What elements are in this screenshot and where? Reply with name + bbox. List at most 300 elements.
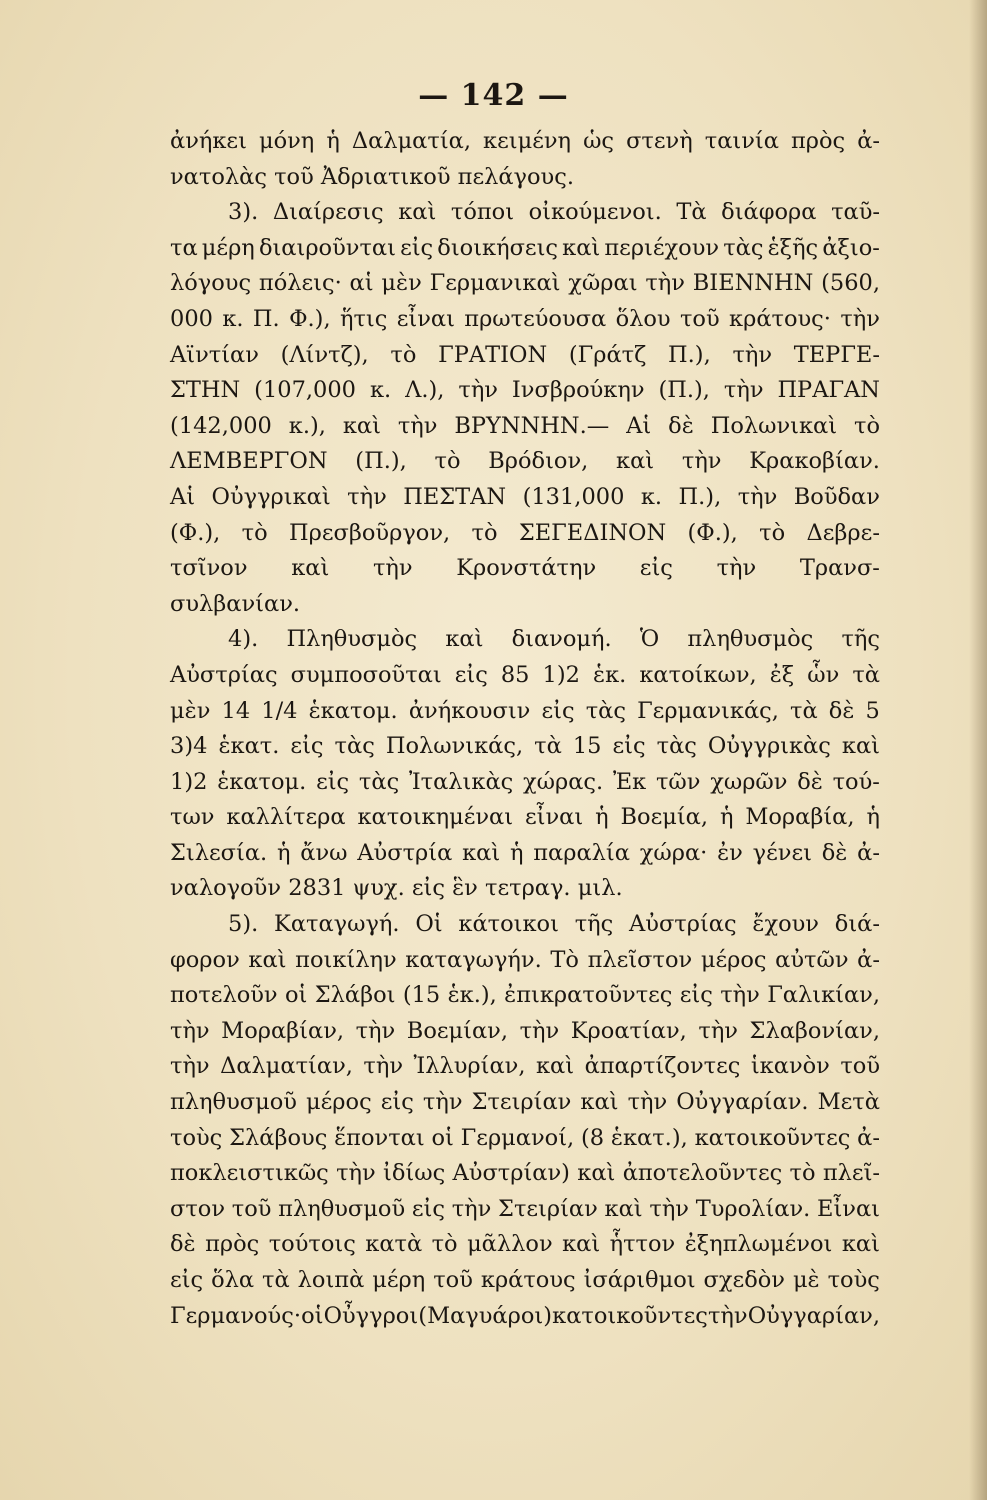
word: Καταγωγή.	[274, 911, 400, 938]
word: τσῖνον	[170, 555, 248, 582]
text-line	[170, 235, 880, 271]
word: καταγωγήν.	[405, 946, 542, 973]
word: (8	[581, 1124, 605, 1151]
word: Πολωνικάς,	[385, 733, 524, 760]
word: ΒΡΥΝΝΗΝ.—	[454, 412, 610, 439]
text-line	[170, 1231, 880, 1267]
word: τὰς	[334, 733, 375, 760]
word: τὴν	[681, 448, 722, 475]
word: πόλεις·	[258, 270, 342, 297]
word: ἡ	[719, 804, 734, 831]
word: εἰς	[316, 768, 350, 795]
word: κατοίκων,	[639, 661, 757, 688]
word: μόνη	[258, 128, 315, 154]
word: στενὴ	[626, 128, 693, 154]
word: Γερμανικαὶ	[429, 270, 561, 297]
word: τὴν	[649, 1195, 689, 1222]
word: εἰς	[454, 661, 488, 688]
word: (Φ.),	[170, 519, 221, 546]
word: Αὐστρίας	[170, 661, 278, 688]
text-line	[170, 413, 880, 449]
word: μιλ.	[577, 875, 623, 902]
word: ἑκατ.),	[610, 1124, 688, 1151]
word: κ.	[369, 377, 392, 404]
word: ἡ	[276, 839, 291, 866]
word: τὰ	[790, 697, 818, 724]
word: Τὸ	[550, 946, 579, 973]
word: τὴν	[627, 1089, 668, 1116]
word: Πρεσβοῦργον,	[289, 519, 451, 546]
word: ΒΙΕΝΝΗΝ	[692, 270, 814, 297]
word: τὴν	[707, 1302, 748, 1329]
word: 5).	[228, 911, 259, 938]
word: μέρη	[372, 1267, 426, 1293]
word: ἀ-	[857, 946, 880, 973]
text-line	[170, 1125, 880, 1161]
word: τὸ	[789, 1160, 816, 1187]
word: ὅλου	[615, 305, 671, 332]
word: Σλαβονίαν,	[749, 1017, 880, 1044]
word: τόποι	[450, 199, 515, 226]
word: ἀξιο-	[822, 234, 880, 261]
word: καὶ	[248, 946, 287, 973]
word: Αὐστρίας	[629, 911, 737, 938]
word: τὴν	[336, 1160, 376, 1187]
word: 2831	[288, 875, 353, 902]
word: Εἶναι	[817, 1195, 880, 1222]
word: ἐπικρατοῦντες	[504, 982, 673, 1009]
word: οἰκούμενοι.	[528, 199, 662, 226]
word: χῶραι	[568, 270, 638, 297]
word: ἧττον	[609, 1231, 676, 1258]
word: κράτους·	[729, 305, 831, 332]
word: στον	[170, 1195, 226, 1222]
word: ἑκατ.	[218, 733, 280, 760]
word: Πληθυσμὸς	[286, 626, 418, 653]
word: εἰς	[411, 1195, 445, 1222]
word: 14	[221, 697, 251, 724]
text-line	[170, 164, 880, 200]
word: τὸ	[390, 341, 417, 368]
word: τὰς	[358, 768, 400, 795]
word: καὶ	[604, 1195, 643, 1222]
word: ἑκ.),	[447, 982, 497, 1009]
word: 1)2	[542, 661, 580, 688]
word: αἱ	[349, 270, 374, 297]
word: τὴν	[422, 1089, 463, 1116]
word: τὴν	[698, 1017, 738, 1044]
word: ἐν	[717, 839, 743, 866]
word: Κρακοβίαν.	[749, 448, 880, 475]
word: Σιλεσία.	[170, 839, 268, 866]
word: 3)4	[170, 733, 208, 760]
text-line	[170, 662, 880, 698]
word: φορον	[170, 946, 240, 973]
word: τὰς	[723, 234, 764, 261]
word: εἶναι	[396, 305, 455, 332]
word: τὴν	[170, 1017, 210, 1044]
word: τὰ	[262, 1267, 290, 1293]
word: 000	[170, 305, 213, 332]
word: κατοικημέναι	[357, 804, 514, 831]
word: πληθυσμοῦ	[278, 1195, 406, 1222]
word: τοῦ	[679, 305, 720, 332]
word: ποτελοῦν	[170, 982, 278, 1009]
text-line	[170, 626, 880, 662]
word: τὴν	[397, 412, 438, 439]
word: καὶ	[342, 412, 381, 439]
word: ἓν	[452, 875, 486, 902]
word: Κροατίαν,	[570, 1017, 687, 1044]
word: διαιροῦνται	[258, 234, 396, 261]
text-line	[170, 911, 880, 947]
word: οἱ	[301, 1302, 324, 1329]
word: ΛΕΜΒΕΡΓΟΝ	[170, 448, 328, 475]
word: Πολωνικαὶ	[710, 412, 838, 439]
word: (Π.),	[355, 448, 407, 475]
word: χώρα·	[639, 839, 708, 866]
text-line	[170, 982, 880, 1018]
word: καὶ	[841, 733, 880, 760]
word: 1/4	[261, 697, 298, 724]
word: Μετὰ	[817, 1089, 880, 1116]
word: (142,000	[170, 412, 272, 439]
word: Οὐγγρικὰς	[707, 733, 831, 760]
word: ἱκανὸν	[750, 1053, 830, 1080]
word: Οὐγγαρίαν.	[676, 1089, 809, 1116]
word: ἔχουν	[752, 911, 819, 938]
word: τὸ	[431, 1231, 458, 1258]
word: Δαλματίαν,	[220, 1053, 353, 1080]
word: Τρανσ-	[799, 555, 880, 582]
word: τούτοις	[268, 1231, 356, 1258]
word: συλβανίαν.	[170, 590, 301, 617]
word: τοῦ	[840, 1053, 880, 1080]
word: (107,000	[254, 377, 356, 404]
word: Αὐστρίαν)	[452, 1160, 570, 1187]
word: ἑκατομ.	[217, 768, 307, 795]
word: ποκλειστικῶς	[170, 1160, 329, 1187]
word: τὴν	[355, 1017, 396, 1044]
word: ἡ	[509, 839, 524, 866]
text-line	[170, 1018, 880, 1054]
word: (Φ.),	[687, 519, 738, 546]
word: εἶναι	[524, 804, 584, 831]
word: τὰ	[852, 661, 880, 688]
word: ὧν	[807, 661, 840, 688]
word: Γερμανούς·	[170, 1302, 301, 1329]
word: καὶ	[562, 1231, 601, 1258]
word: τὰς	[656, 733, 697, 760]
text-line	[170, 1303, 880, 1339]
word: Τὰ	[676, 199, 707, 226]
word: Ἐκ	[612, 768, 647, 795]
text-line	[170, 1196, 880, 1232]
word: τα	[170, 234, 198, 261]
text-line	[170, 1053, 880, 1089]
word: Κρονστάτην	[456, 555, 597, 582]
word: καὶ	[562, 234, 601, 261]
word: ἰσάριθμοι	[583, 1267, 696, 1293]
word: συμποσοῦται	[290, 661, 442, 688]
word: Π.),	[668, 341, 711, 368]
word: ἑκ.	[593, 661, 627, 688]
word: Αϊντίαν	[170, 341, 259, 368]
word: ὡς	[583, 128, 615, 154]
word: τὸ	[759, 519, 786, 546]
word: κειμένη	[483, 128, 572, 154]
word: (Γράτζ	[568, 341, 647, 368]
word: Γαλικίαν,	[767, 982, 880, 1009]
word: 5	[865, 697, 880, 724]
word: (Μαγυάροι)	[418, 1302, 553, 1329]
word: Δεβρε-	[806, 519, 880, 546]
text-line	[170, 555, 880, 591]
word: 15	[572, 733, 602, 760]
word: ΠΕΣΤΑΝ	[403, 483, 507, 510]
word: πελάγους.	[457, 163, 574, 190]
word: μέρος	[700, 946, 767, 973]
page-edge-shadow	[969, 0, 987, 1500]
word: (15	[402, 982, 441, 1009]
word: ἰδίως	[383, 1160, 446, 1187]
word: εἰς	[679, 982, 713, 1009]
word: ἄνω	[300, 839, 348, 866]
text-line	[170, 342, 880, 378]
word: 4).	[228, 626, 259, 653]
word: τὰ	[534, 733, 562, 760]
text-line	[170, 1160, 880, 1196]
word: μὲν	[381, 270, 422, 297]
word: τὸ	[241, 519, 268, 546]
text-line	[170, 804, 880, 840]
word: διοικήσεις	[437, 234, 559, 261]
word: τὴν	[732, 341, 773, 368]
text-line	[170, 484, 880, 520]
word: Τυρολίαν.	[695, 1195, 811, 1222]
text-line	[170, 520, 880, 556]
word: λόγους	[170, 270, 252, 297]
word: Στειρίαν	[498, 1195, 598, 1222]
word: Βοεμία,	[620, 804, 709, 831]
word: τὴν	[645, 270, 685, 297]
text-line	[170, 840, 880, 876]
word: εἰς	[400, 234, 434, 261]
word: ψυχ.	[352, 875, 412, 902]
word: καὶ	[398, 199, 437, 226]
word: μέρη	[201, 234, 255, 261]
word: τὴν	[519, 1017, 560, 1044]
word: ἀ-	[857, 839, 880, 866]
word: καλλίτερα	[226, 804, 346, 831]
word: διανομή.	[511, 626, 612, 653]
word: διά-	[834, 911, 880, 938]
word: δὲ	[828, 697, 855, 724]
word: (131,000	[522, 483, 625, 510]
word: περιέχουν	[604, 234, 720, 261]
word: δὲ	[797, 768, 823, 795]
word: πληθυσμοῦ	[170, 1089, 297, 1116]
word: τὸ	[854, 412, 880, 439]
word: καὶ	[580, 1089, 619, 1116]
text-line	[170, 698, 880, 734]
word: 85	[500, 661, 530, 688]
word: τῆς	[574, 911, 614, 938]
word: ἥτις	[339, 305, 388, 332]
word: ταινία	[704, 128, 779, 154]
word: τετραγ.	[485, 875, 578, 902]
text-line	[170, 199, 880, 235]
word: χώρας.	[523, 768, 604, 795]
word: Γερμανοί,	[460, 1124, 575, 1151]
word: τὴν	[720, 982, 760, 1009]
word: τὰς	[585, 697, 626, 724]
word: ἡ	[326, 128, 340, 154]
word: 3).	[228, 199, 259, 226]
text-line	[170, 128, 880, 164]
word: ἀ-	[857, 1124, 880, 1151]
word: κατὰ	[365, 1231, 423, 1258]
word: οἱ	[284, 982, 308, 1009]
word: μὲν	[170, 697, 211, 724]
word: εἰς	[639, 555, 673, 582]
word: πληθυσμὸς	[687, 626, 814, 653]
word: Λ.),	[405, 377, 445, 404]
word: μᾶλλον	[467, 1231, 553, 1258]
word: Βοῦδαν	[793, 483, 880, 510]
word: Στειρίαν	[471, 1089, 572, 1116]
word: Βοεμίαν,	[406, 1017, 508, 1044]
word: ἀ-	[857, 128, 880, 154]
word: τοῦ	[231, 1195, 272, 1222]
word: τὴν	[170, 1053, 210, 1080]
word: Αἱ	[626, 412, 652, 439]
word: σχεδὸν	[703, 1267, 785, 1293]
word: ἀνήκουσιν	[408, 697, 531, 724]
word: τῆς	[841, 626, 880, 653]
word: κ.	[640, 483, 663, 510]
word: ἀπαρτίζοντες	[584, 1053, 741, 1080]
word: τῶν	[655, 768, 701, 795]
word: Σλάβους	[229, 1124, 328, 1151]
word: Ἀδριατικοῦ	[320, 163, 458, 190]
word: τὴν	[372, 555, 413, 582]
word: ποικίλην	[295, 946, 397, 973]
word: εἰς	[290, 733, 324, 760]
word: γένει	[752, 839, 812, 866]
word: (Λίντζ),	[280, 341, 369, 368]
word: Π.),	[678, 483, 722, 510]
word: δὲ	[668, 412, 694, 439]
word: νατολὰς	[170, 163, 275, 190]
word: καὶ	[445, 626, 484, 653]
word: τοὺς	[170, 1124, 223, 1151]
word: Π.	[252, 305, 280, 332]
word: πρὸς	[790, 128, 846, 154]
text-line	[170, 769, 880, 805]
text-line	[170, 1089, 880, 1125]
word: διάφορα	[721, 199, 817, 226]
word: ὅλα	[211, 1267, 255, 1293]
word: ἀνήκει	[170, 128, 247, 154]
word: ΠΡΑΓΑΝ	[777, 377, 880, 404]
text-line	[170, 947, 880, 983]
word: καὶ	[462, 839, 501, 866]
word: καὶ	[577, 1160, 616, 1187]
word: Ινσβρούκην	[511, 377, 645, 404]
word: τὴν	[458, 377, 498, 404]
word: τὴν	[840, 305, 880, 332]
word: ἕπονται	[334, 1124, 425, 1151]
text-line	[170, 377, 880, 413]
word: δὲ	[170, 1231, 196, 1258]
word: τὴν	[716, 555, 757, 582]
word: κατοικοῦντες	[694, 1124, 851, 1151]
word: ἀποτελοῦντες	[622, 1160, 783, 1187]
word: εἰς	[170, 1267, 204, 1293]
word: τὴν	[723, 377, 764, 404]
word: τὴν	[347, 483, 387, 510]
word: ἑξῆς	[767, 234, 819, 261]
text-line	[170, 875, 880, 911]
text-line	[170, 448, 880, 484]
word: Αὐστρία	[357, 839, 453, 866]
text-line	[170, 1267, 880, 1303]
word: Γερμανικάς,	[637, 697, 779, 724]
text-line	[170, 270, 880, 306]
word: πρὸς	[205, 1231, 260, 1258]
word: πρωτεύουσα	[464, 305, 607, 332]
word: Οὐγγαρίαν,	[747, 1302, 880, 1329]
word: Διαίρεσις	[272, 199, 384, 226]
word: (Π.),	[658, 377, 710, 404]
word: καὶ	[535, 1053, 575, 1080]
word: κάτοικοι	[458, 911, 559, 938]
word: ἑκατομ.	[308, 697, 398, 724]
word: ταῦ-	[831, 199, 880, 226]
word: τὴν	[363, 1053, 404, 1080]
word: εἰς	[380, 1089, 414, 1116]
word: τὸ	[471, 519, 498, 546]
word: Δαλματία,	[351, 128, 471, 154]
word: Σλάβοι	[314, 982, 396, 1009]
word: δὲ	[821, 839, 848, 866]
word: μὲ	[792, 1267, 820, 1293]
word: ΣΤΗΝ	[170, 377, 241, 404]
word: πλεῖστον	[587, 946, 693, 973]
page-number: — 142 —	[418, 78, 569, 113]
text-line	[170, 591, 880, 627]
word: τὸ	[434, 448, 461, 475]
word: κ.),	[288, 412, 326, 439]
word: Οὐγγρικαὶ	[211, 483, 331, 510]
word: Ὁ	[639, 626, 660, 653]
word: ΓΡΑΤΙΟΝ	[438, 341, 548, 368]
word: ναλογοῦν	[170, 875, 289, 902]
word: των	[170, 804, 215, 831]
word: τὴν	[737, 483, 778, 510]
word: (560,	[821, 270, 880, 297]
word: ΣΕΓΕΔΙΝΟΝ	[518, 519, 667, 546]
word: ἐξηπλωμένοι	[684, 1231, 833, 1258]
word: εἰς	[411, 875, 453, 902]
word: εἰς	[541, 697, 575, 724]
word: αὐτῶν	[775, 946, 849, 973]
word: κράτους	[480, 1267, 576, 1293]
text-line	[170, 306, 880, 342]
word: καὶ	[616, 448, 655, 475]
word: καὶ	[291, 555, 330, 582]
